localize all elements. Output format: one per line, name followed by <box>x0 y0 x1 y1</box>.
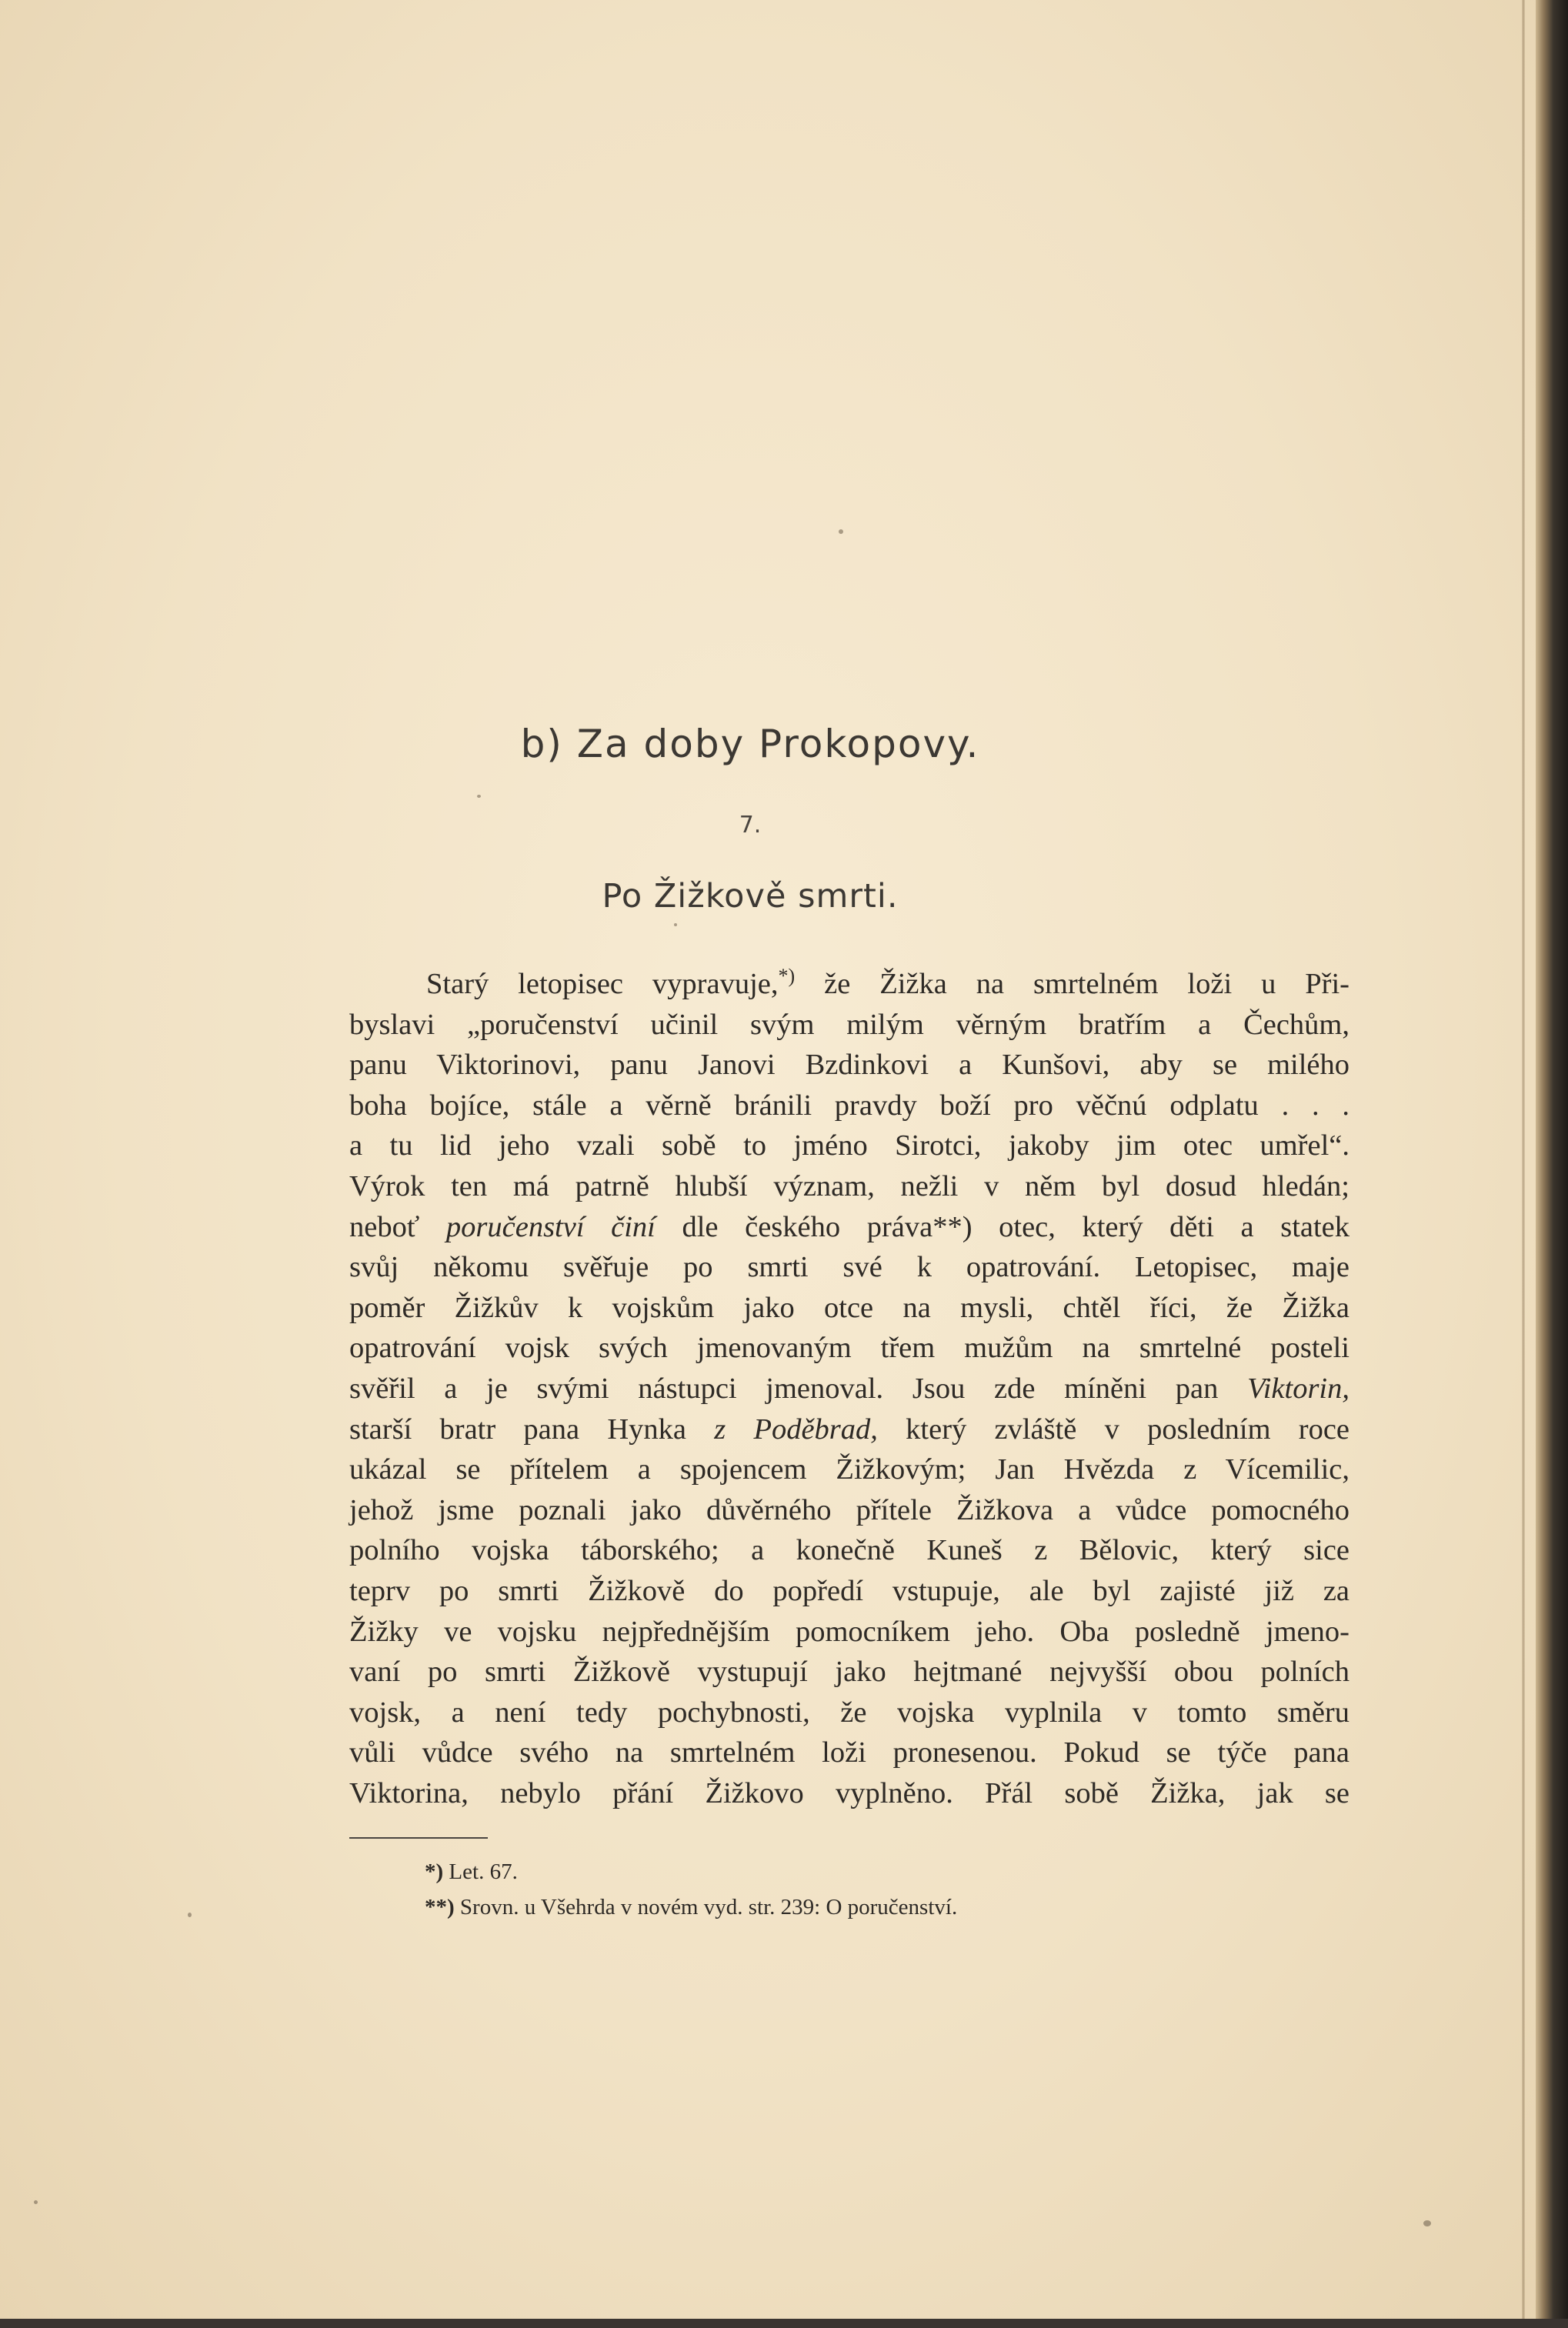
body-text <box>349 964 1349 1813</box>
text-line: starší bratr pana Hynka z Poděbrad, který zvláště v posledním roce <box>349 1412 1350 1446</box>
paper-speck <box>674 923 677 926</box>
text-line: vůli vůdce svého na smrtelném loži pronesenou. Pokud se týče pana <box>349 1736 1349 1769</box>
text-line: opatrování vojsk svých jmenovaným třem mužům na smrtelné posteli <box>349 1332 1349 1365</box>
footnote <box>425 1889 1348 1925</box>
text-line: polního vojska táborského; a konečně Kuneš z Bělovic, který sice <box>349 1534 1349 1567</box>
paper-speck <box>188 1913 192 1917</box>
paper-speck <box>34 2200 38 2204</box>
text-line: poměr Žižkův k vojskům jako otce na mysli, chtěl říci, že Žižka <box>349 1291 1349 1324</box>
text-line: a tu lid jeho vzali sobě to jméno Sirotci, jakoby jim otec umřel“. <box>349 1129 1349 1162</box>
section-title: b) Za doby Prokopovy. <box>520 722 980 766</box>
chapter-title: Po Žižkově smrti. <box>602 877 899 916</box>
footnote-ref: *) <box>778 965 796 988</box>
text-line: Výrok ten má patrně hlubší význam, nežli v něm byl dosud hledán; <box>349 1169 1349 1202</box>
text-line: byslavi „poručenství učinil svým milým věrným bratřím a Čechům, <box>349 1008 1349 1041</box>
footnote-mark: *) <box>425 1859 444 1884</box>
footnote-divider <box>349 1837 488 1839</box>
scan-bottom-edge <box>0 2319 1568 2328</box>
footnote-mark: **) <box>425 1895 455 1919</box>
paper-speck <box>1423 2220 1431 2226</box>
book-edge <box>1536 0 1568 2328</box>
emphasis: z Poděbrad, <box>714 1412 878 1446</box>
text-line: svěřil a je svými nástupci jmenoval. Jsou zde míněni pan Viktorin, <box>349 1372 1350 1405</box>
emphasis: poručenství činí <box>445 1210 656 1243</box>
paper-speck <box>839 529 843 534</box>
text-line: ukázal se přítelem a spojencem Žižkovým; Jan Hvězda z Vícemilic, <box>349 1453 1349 1486</box>
text-line: panu Viktorinovi, panu Janovi Bzdinkovi a Kunšovi, aby se milého <box>349 1049 1349 1082</box>
footnote-text: Srovn. u Všehrda v novém vyd. str. 239: O poručenství. <box>459 1895 958 1919</box>
page-fold-shadow <box>1522 0 1525 2328</box>
paper-speck <box>477 795 481 798</box>
text-line: boha bojíce, stále a věrně bránili pravdy boží pro věčnú odplatu . . . <box>349 1089 1349 1122</box>
emphasis: Viktorin, <box>1247 1372 1350 1405</box>
text-line: Starý letopisec vypravuje,*) že Žižka na smrtelném loži u Při- <box>426 965 1349 1000</box>
text-line: vaní po smrti Žižkově vystupují jako hejtmané nejvyšší obou polních <box>349 1656 1349 1689</box>
footnote-text: Let. 67. <box>449 1859 518 1884</box>
footnotes <box>425 1854 1348 1925</box>
footnote <box>425 1854 1348 1889</box>
text-line: jehož jsme poznali jako důvěrného přítele Žižkova a vůdce pomocného <box>349 1493 1349 1526</box>
text-line: vojsk, a není tedy pochybnosti, že vojska vyplnila v tomto směru <box>349 1696 1349 1729</box>
text-line: neboť poručenství činí dle českého práva**) otec, který děti a statek <box>349 1210 1350 1243</box>
text-line: Viktorina, nebylo přání Žižkovo vyplněno. Přál sobě Žižka, jak se <box>349 1776 1349 1809</box>
text-line: teprv po smrti Žižkově do popředí vstupuje, ale byl zajisté již za <box>349 1574 1349 1607</box>
text-line: Žižky ve vojsku nejpřednějším pomocníkem jeho. Oba posledně jmeno- <box>349 1615 1349 1648</box>
text-line: svůj někomu svěřuje po smrti své k opatrování. Letopisec, maje <box>349 1251 1349 1284</box>
chapter-number: 7. <box>739 812 762 839</box>
